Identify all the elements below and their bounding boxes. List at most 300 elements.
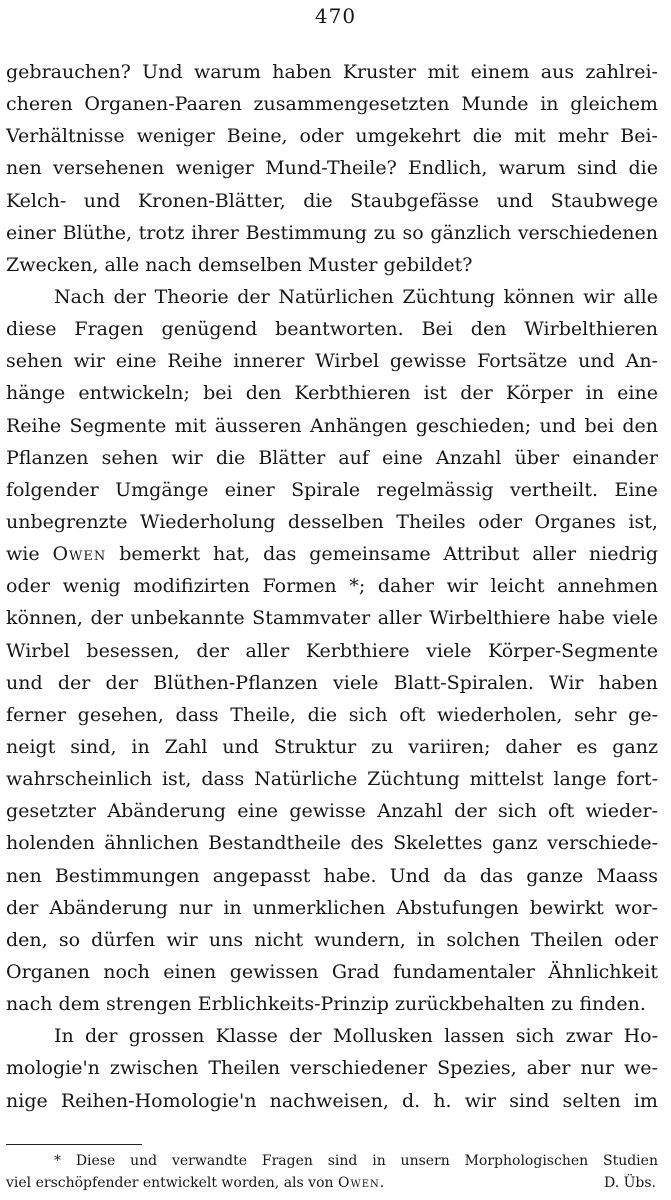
word: Mollusken bbox=[332, 1025, 433, 1048]
text-line bbox=[6, 860, 658, 892]
word: Abänderung bbox=[49, 896, 168, 919]
word: sehen bbox=[101, 446, 159, 469]
word: Züchtung bbox=[402, 285, 495, 308]
word: Blüthe, bbox=[62, 221, 132, 244]
word: Formen bbox=[262, 575, 337, 598]
footnote bbox=[6, 1150, 658, 1194]
word: gewissen bbox=[229, 960, 319, 983]
word: Reihen-Homologie'n bbox=[60, 1089, 257, 1112]
word: der bbox=[6, 896, 39, 919]
word: Attribut bbox=[443, 543, 520, 566]
word: Ho- bbox=[623, 1025, 658, 1048]
word: dass bbox=[201, 768, 245, 791]
word: in bbox=[372, 1153, 386, 1169]
word: die bbox=[472, 125, 503, 148]
word: nur bbox=[580, 1057, 615, 1080]
word: viele bbox=[612, 607, 658, 630]
word: trotz bbox=[138, 221, 185, 244]
word: Skelettes bbox=[393, 832, 483, 855]
word: Kruster bbox=[342, 61, 417, 83]
word: Zahl bbox=[164, 735, 208, 758]
word: das bbox=[263, 543, 297, 566]
word: aus bbox=[540, 61, 575, 83]
word: den, bbox=[6, 928, 48, 951]
text-line bbox=[6, 1085, 658, 1117]
word: haben bbox=[272, 61, 332, 83]
text-line bbox=[6, 410, 658, 442]
word: Bestimmungen bbox=[54, 864, 200, 887]
word: Kronen-Blätter, bbox=[137, 189, 286, 212]
word: Natürliche bbox=[254, 768, 358, 791]
footnote-signature: D. Übs. bbox=[603, 1175, 656, 1191]
word: so bbox=[402, 221, 424, 244]
word: gesehen, bbox=[77, 703, 164, 726]
text-line bbox=[6, 892, 658, 924]
word: zu bbox=[550, 993, 574, 1016]
word: Fragen bbox=[74, 318, 144, 341]
word: bemerkt bbox=[119, 543, 201, 566]
word: neigt bbox=[6, 735, 56, 758]
word: hat, bbox=[212, 543, 251, 566]
word: die bbox=[303, 189, 333, 212]
word: und bbox=[83, 189, 121, 212]
word: die bbox=[628, 157, 658, 180]
word: Grad bbox=[331, 960, 380, 983]
word: Staubwege bbox=[550, 189, 658, 212]
word: gewisse bbox=[389, 350, 467, 373]
word: nicht bbox=[254, 928, 304, 951]
word: genügend bbox=[161, 318, 258, 341]
word: Organes bbox=[534, 510, 616, 533]
word: Kerbthiere bbox=[305, 639, 410, 662]
word: Natürlichen bbox=[278, 285, 394, 308]
word: sind bbox=[327, 1153, 358, 1169]
word: Wirbel bbox=[315, 350, 380, 373]
word: weniger bbox=[136, 125, 215, 148]
word: wir bbox=[446, 575, 478, 598]
word: h. bbox=[433, 1089, 452, 1112]
word: haben bbox=[598, 671, 658, 694]
word: Mund-Theile? bbox=[265, 157, 397, 180]
word: die bbox=[215, 446, 246, 469]
text-line bbox=[6, 345, 658, 377]
word: Anhängen bbox=[309, 414, 408, 437]
text-line bbox=[6, 185, 658, 217]
word: lange bbox=[553, 768, 607, 791]
word: in bbox=[540, 93, 559, 116]
word: wir bbox=[464, 1089, 497, 1112]
text-line bbox=[6, 56, 658, 88]
word: Abstufungen bbox=[396, 896, 519, 919]
word: verwandte bbox=[171, 1153, 248, 1169]
word: sehr bbox=[574, 703, 617, 726]
word: Organen bbox=[6, 960, 90, 983]
body-text bbox=[6, 56, 658, 1117]
word: Pflanzen bbox=[6, 446, 89, 469]
word: In bbox=[54, 1025, 74, 1048]
word: wir bbox=[583, 285, 615, 308]
word: sind, bbox=[70, 735, 117, 758]
word: daher bbox=[377, 575, 434, 598]
word: Wir bbox=[549, 671, 584, 694]
word: wir bbox=[171, 446, 203, 469]
word: selten bbox=[562, 1089, 621, 1112]
word: Beine, bbox=[226, 125, 288, 148]
word: Bei- bbox=[620, 125, 658, 148]
word: wundern, bbox=[314, 928, 406, 951]
word: in bbox=[131, 735, 150, 758]
word: nachweisen, bbox=[269, 1089, 389, 1112]
word: Verhältnisse bbox=[6, 125, 125, 148]
word: Stammvater bbox=[252, 607, 371, 630]
word: da bbox=[443, 864, 467, 887]
word: der bbox=[454, 800, 487, 823]
word: und bbox=[496, 189, 534, 212]
word: verschiedenen bbox=[517, 221, 658, 244]
word: Staubgefässe bbox=[350, 189, 480, 212]
word: mit bbox=[174, 414, 207, 437]
word: regelmässig bbox=[376, 478, 494, 501]
word: Körper bbox=[505, 382, 573, 405]
word: aber bbox=[526, 1057, 571, 1080]
word: unsern bbox=[400, 1153, 450, 1169]
page-number: 470 bbox=[314, 4, 357, 28]
word: habe bbox=[558, 607, 606, 630]
word: einer bbox=[6, 221, 56, 244]
word: oder bbox=[478, 510, 523, 533]
word: bei bbox=[584, 414, 614, 437]
word: Und bbox=[142, 61, 183, 83]
word: wahrscheinlich bbox=[6, 768, 153, 791]
word: habe. bbox=[323, 864, 377, 887]
author-name: Owen bbox=[337, 1175, 380, 1191]
word: fundamentaler bbox=[393, 960, 535, 983]
word: zwischen bbox=[109, 1057, 199, 1080]
word: wiederholen, bbox=[437, 703, 563, 726]
word: noch bbox=[103, 960, 150, 983]
word: Anzahl bbox=[377, 800, 443, 823]
word: Reihe bbox=[6, 414, 62, 437]
word: über bbox=[514, 446, 560, 469]
word: ist, bbox=[161, 768, 192, 791]
footnote-divider bbox=[6, 1144, 142, 1145]
word: Fragen bbox=[261, 1153, 313, 1169]
word: zu bbox=[371, 735, 394, 758]
word: Theorie bbox=[154, 285, 229, 308]
word: eine bbox=[382, 446, 423, 469]
word: Struktur bbox=[273, 735, 357, 758]
text-line bbox=[6, 731, 658, 763]
word: der bbox=[237, 285, 270, 308]
footnote-text: viel erschöpfender entwickelt worden, als von Owen. bbox=[6, 1175, 385, 1191]
word: eine bbox=[115, 350, 157, 373]
word: finden. bbox=[579, 993, 646, 1016]
text-line bbox=[6, 1020, 658, 1052]
word: mittelst bbox=[469, 768, 544, 791]
word: bei bbox=[203, 382, 233, 405]
footnote-line bbox=[6, 1172, 658, 1194]
word: zu bbox=[373, 221, 396, 244]
word: Blüthen-Pflanzen bbox=[153, 671, 318, 694]
text-line bbox=[6, 956, 658, 988]
word: Theilen bbox=[531, 928, 603, 951]
word: Reihe bbox=[167, 350, 223, 373]
word: ist, bbox=[628, 510, 658, 533]
word: Klasse bbox=[215, 1025, 278, 1048]
word: diese bbox=[6, 318, 57, 341]
word: wir bbox=[166, 928, 198, 951]
word: niedrig bbox=[588, 543, 658, 566]
word: Diese bbox=[75, 1153, 116, 1169]
word: An- bbox=[625, 350, 658, 373]
word: warum bbox=[193, 61, 261, 83]
word: und bbox=[222, 735, 259, 758]
word: der bbox=[460, 382, 493, 405]
word: nach bbox=[6, 993, 53, 1016]
word: eine bbox=[617, 382, 658, 405]
word: Wirbelthiere bbox=[429, 607, 551, 630]
word: verschiede- bbox=[547, 832, 658, 855]
word: aller bbox=[532, 543, 577, 566]
word: wenig bbox=[62, 575, 121, 598]
word: und bbox=[6, 671, 43, 694]
text-line bbox=[6, 88, 658, 120]
word: holenden bbox=[6, 832, 95, 855]
word: fort- bbox=[616, 768, 658, 791]
word: können bbox=[503, 285, 575, 308]
text-line bbox=[6, 313, 658, 345]
word: Bei bbox=[421, 318, 453, 341]
word: und bbox=[578, 350, 615, 373]
word: zusammengesetzten bbox=[253, 93, 450, 116]
word: sich bbox=[348, 703, 388, 726]
text-line bbox=[6, 120, 658, 152]
word: unbegrenzte bbox=[6, 510, 128, 533]
word: beantworten. bbox=[275, 318, 404, 341]
word: nige bbox=[6, 1089, 48, 1112]
word: folgender bbox=[6, 478, 99, 501]
word: bewirkt bbox=[529, 896, 604, 919]
text-line bbox=[6, 249, 658, 281]
word: mehr bbox=[557, 125, 609, 148]
word: Studien bbox=[602, 1153, 658, 1169]
word: Theile, bbox=[230, 703, 296, 726]
word: sind bbox=[576, 157, 618, 180]
word: sich bbox=[497, 800, 537, 823]
word: und bbox=[539, 414, 577, 437]
word: zurückbehalten bbox=[395, 993, 545, 1016]
word: unbekannte bbox=[130, 607, 245, 630]
word: mit bbox=[427, 61, 460, 83]
word: gebildet? bbox=[383, 253, 473, 276]
word: Spezies, bbox=[437, 1057, 517, 1080]
word: wie bbox=[6, 543, 40, 566]
word: hänge bbox=[6, 382, 66, 405]
word: angepasst bbox=[212, 864, 311, 887]
word: Umgänge bbox=[115, 478, 209, 501]
word: in bbox=[223, 896, 242, 919]
word: annehmen bbox=[557, 575, 658, 598]
word: ganz bbox=[612, 735, 658, 758]
word: Züchtung bbox=[367, 768, 460, 791]
word: Blätter bbox=[258, 446, 326, 469]
word: ganz bbox=[491, 832, 538, 855]
word: modifizirten bbox=[133, 575, 250, 598]
word: aller bbox=[245, 639, 290, 662]
word: Bestimmung bbox=[245, 221, 367, 244]
word: den bbox=[245, 382, 282, 405]
word: daher bbox=[505, 735, 562, 758]
word: ist bbox=[423, 382, 448, 405]
word: * bbox=[54, 1153, 61, 1169]
word: versehenen bbox=[53, 157, 165, 180]
word: oder bbox=[614, 928, 658, 951]
word: grossen bbox=[128, 1025, 205, 1048]
word: viele bbox=[333, 671, 379, 694]
word: solchen bbox=[446, 928, 520, 951]
word: oft bbox=[548, 800, 575, 823]
word: sind bbox=[509, 1089, 550, 1112]
word: lassen bbox=[444, 1025, 505, 1048]
word: Wiederholung bbox=[140, 510, 276, 533]
word: nen bbox=[6, 157, 42, 180]
word: oder bbox=[6, 575, 50, 598]
word: warum bbox=[498, 157, 566, 180]
word: Morphologischen bbox=[464, 1153, 589, 1169]
word: ähnlichen bbox=[104, 832, 199, 855]
word: mologie'n bbox=[6, 1057, 100, 1080]
text-line bbox=[6, 667, 658, 699]
word: Maass bbox=[596, 864, 658, 887]
word: es bbox=[576, 735, 598, 758]
text-line bbox=[6, 699, 658, 731]
word: auf bbox=[338, 446, 369, 469]
text-line bbox=[6, 152, 658, 184]
word: dass bbox=[175, 703, 219, 726]
word: sehen bbox=[6, 350, 63, 373]
word: können, bbox=[6, 607, 83, 630]
word: Erblichkeits-Prinzip bbox=[197, 993, 389, 1016]
text-line bbox=[6, 1052, 658, 1084]
word: Anzahl bbox=[435, 446, 502, 469]
text-line bbox=[6, 570, 658, 602]
word: ihrer bbox=[191, 221, 239, 244]
word: des bbox=[350, 832, 384, 855]
word: Kerbthieren bbox=[294, 382, 411, 405]
word: variiren; bbox=[408, 735, 491, 758]
word: Segmente bbox=[69, 414, 167, 437]
word: besessen, bbox=[86, 639, 180, 662]
word: Zwecken, bbox=[6, 253, 99, 276]
word: äusseren bbox=[214, 414, 302, 437]
word: einem bbox=[470, 61, 530, 83]
word: einer bbox=[224, 478, 275, 501]
word: gleichem bbox=[570, 93, 658, 116]
word: eine bbox=[237, 800, 279, 823]
word: oder bbox=[299, 125, 344, 148]
word: der bbox=[84, 1025, 118, 1048]
word: nach bbox=[145, 253, 192, 276]
word: oft bbox=[399, 703, 426, 726]
word: der bbox=[57, 671, 91, 694]
word: Muster bbox=[308, 253, 378, 276]
text-line bbox=[6, 827, 658, 859]
word: Blatt-Spiralen. bbox=[393, 671, 534, 694]
word: Spirale bbox=[291, 478, 361, 501]
text-line bbox=[6, 635, 658, 667]
word: Theilen bbox=[208, 1057, 281, 1080]
word: demselben bbox=[197, 253, 302, 276]
word: einen bbox=[163, 960, 217, 983]
word: der bbox=[196, 639, 229, 662]
word: Endlich, bbox=[408, 157, 488, 180]
text-line bbox=[6, 988, 658, 1020]
word: uns bbox=[208, 928, 244, 951]
word: sich bbox=[515, 1025, 555, 1048]
text-line bbox=[6, 281, 658, 313]
word: dürfen bbox=[91, 928, 156, 951]
word: Nach bbox=[54, 285, 105, 308]
text-line bbox=[6, 506, 658, 538]
word: gewisse bbox=[289, 800, 366, 823]
word: zwar bbox=[565, 1025, 613, 1048]
word: d. bbox=[402, 1089, 421, 1112]
word: Organen-Paaren bbox=[84, 93, 242, 116]
text-line bbox=[6, 795, 658, 827]
word: nen bbox=[6, 864, 42, 887]
word: der bbox=[289, 1025, 322, 1048]
word: Munde bbox=[461, 93, 529, 116]
word: Wirbelthieren bbox=[524, 318, 658, 341]
text-line bbox=[6, 763, 658, 795]
word: weniger bbox=[175, 157, 254, 180]
word: einander bbox=[572, 446, 658, 469]
word: leicht bbox=[490, 575, 545, 598]
word: wieder- bbox=[585, 800, 658, 823]
word: gesetzter bbox=[6, 800, 97, 823]
word: dem bbox=[58, 993, 100, 1016]
word: *; bbox=[349, 575, 366, 598]
word: wir bbox=[73, 350, 105, 373]
word: ge- bbox=[628, 703, 658, 726]
word: im bbox=[633, 1089, 658, 1112]
text-line bbox=[6, 474, 658, 506]
word: alle bbox=[623, 285, 658, 308]
word: cheren bbox=[6, 93, 73, 116]
word: gebrauchen? bbox=[6, 61, 131, 83]
word: das bbox=[479, 864, 514, 887]
word: in bbox=[585, 382, 604, 405]
text-line bbox=[6, 538, 658, 570]
word: aller bbox=[377, 607, 422, 630]
word: we- bbox=[624, 1057, 658, 1080]
footnote-line bbox=[6, 1150, 658, 1172]
word: Eine bbox=[614, 478, 658, 501]
word: so bbox=[58, 928, 81, 951]
word: in bbox=[416, 928, 436, 951]
word: viele bbox=[426, 639, 472, 662]
word: Abänderung bbox=[107, 800, 226, 823]
word: der bbox=[113, 285, 146, 308]
word: ganze bbox=[526, 864, 584, 887]
word: entwickeln; bbox=[78, 382, 190, 405]
word: alle bbox=[104, 253, 140, 276]
word: zahlrei- bbox=[585, 61, 658, 83]
word: gemeinsame bbox=[309, 543, 431, 566]
text-line bbox=[6, 442, 658, 474]
word: gänzlich bbox=[430, 221, 512, 244]
word: mit bbox=[514, 125, 546, 148]
